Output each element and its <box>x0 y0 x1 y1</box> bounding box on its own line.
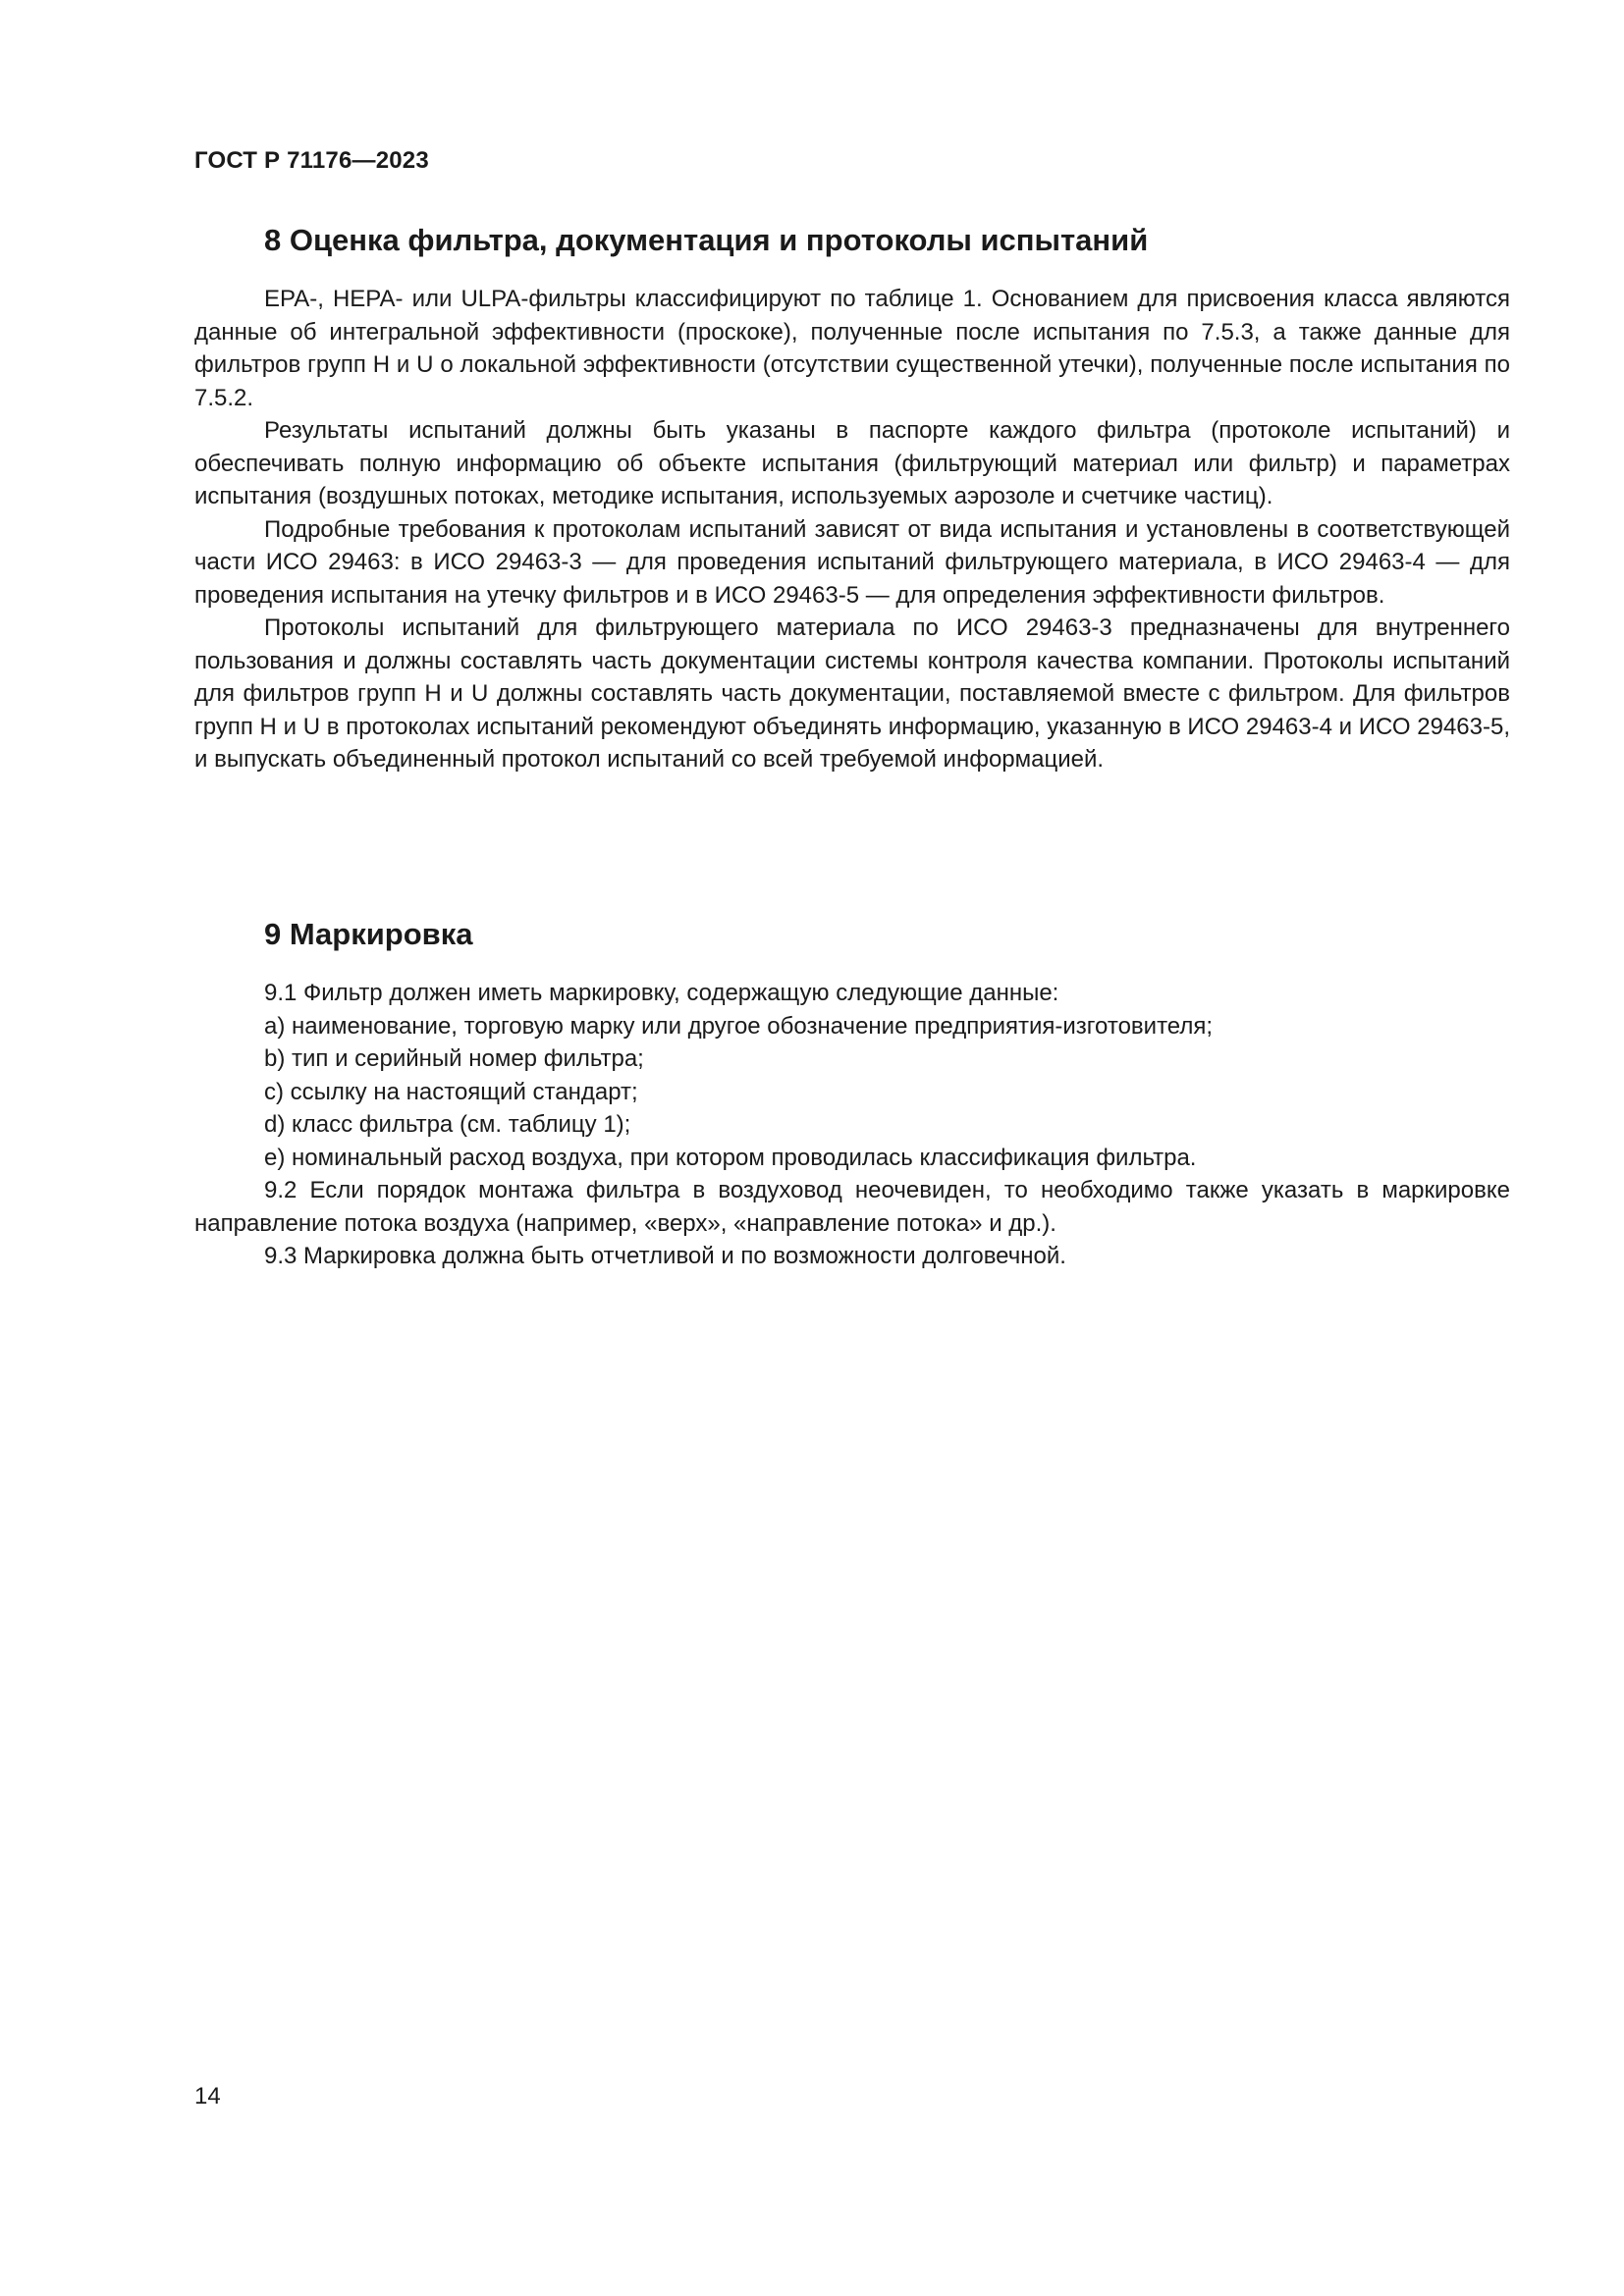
section-8 <box>194 222 1510 776</box>
section-9-heading: 9 Маркировка <box>264 917 473 951</box>
section-9-item-9-1: 9.1 Фильтр должен иметь маркировку, содержащую следующие данные: <box>264 980 1059 1006</box>
section-9-item-9-2: 9.2 Если порядок монтажа фильтра в воздуховод неочевиден, то необходимо также указать в маркировке направление потока воздуха (например, «верх», «направление потока» и др.). <box>194 1177 1510 1237</box>
section-8-paragraph-4: Протоколы испытаний для фильтрующего материала по ИСО 29463-3 предназначены для внутреннего пользования и должны составлять часть документации системы контроля качества компании. Протоколы испытаний для фильтров групп H и U должны составлять часть документации, поставляемой вместе с фильтром. Для фильтров групп H и U в протоколах испытаний рекомендуют объединять информацию, указанную в ИСО 29463-4 и ИСО 29463-5, и выпускать объединенный протокол испытаний со всей требуемой информацией. <box>194 614 1510 773</box>
section-9-item-b: b) тип и серийный номер фильтра; <box>264 1045 644 1072</box>
section-9-item-c: c) ссылку на настоящий стандарт; <box>264 1078 638 1105</box>
section-8-heading: 8 Оценка фильтра, документация и протоколы испытаний <box>264 223 1149 257</box>
section-9-item-d: d) класс фильтра (см. таблицу 1); <box>264 1111 631 1138</box>
section-8-paragraph-3: Подробные требования к протоколам испытаний зависят от вида испытания и установлены в соответствующей части ИСО 29463: в ИСО 29463-3 — для проведения испытаний фильтрующего материала, в ИСО 29463-4 — для проведения испытания на утечку фильтров и в ИСО 29463-5 — для определения эффективности фильтров. <box>194 515 1510 609</box>
section-9-item-a: a) наименование, торговую марку или другое обозначение предприятия-изготовителя; <box>264 1012 1214 1040</box>
section-9-item-9-3: 9.3 Маркировка должна быть отчетливой и по возможности долговечной. <box>264 1243 1066 1269</box>
section-9 <box>194 916 1510 1273</box>
section-8-paragraph-1: EPA-, HEPA- или ULPA-фильтры классифицируют по таблице 1. Основанием для присвоения класса являются данные об интегральной эффективности (проскоке), полученные после испытания по 7.5.3, а также данные для фильтров групп H и U о локальной эффективности (отсутствии существенной утечки), полученные после испытания по 7.5.2. <box>194 286 1510 411</box>
page-number: 14 <box>194 2083 221 2109</box>
document-header-id: ГОСТ Р 71176—2023 <box>194 147 429 174</box>
section-8-paragraph-2: Результаты испытаний должны быть указаны в паспорте каждого фильтра (протоколе испытаний) и обеспечивать полную информацию об объекте испытания (фильтрующий материал или фильтр) и параметрах испытания (воздушных потоках, методике испытания, используемых аэрозоле и счетчике частиц). <box>194 417 1510 509</box>
section-9-item-e: e) номинальный расход воздуха, при котором проводилась классификация фильтра. <box>264 1144 1197 1171</box>
